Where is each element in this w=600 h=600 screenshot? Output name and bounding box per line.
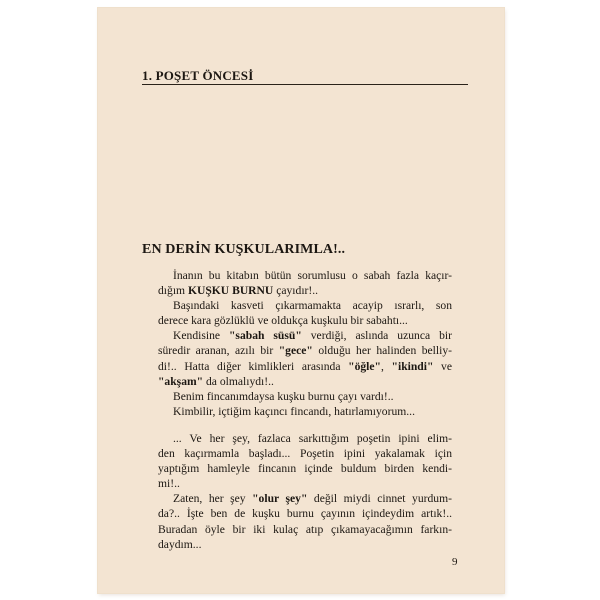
text-line (158, 506, 452, 521)
text-run: Başındaki kasveti çıkarmamakta acayip ısrarlı, son (173, 299, 452, 313)
text-run: ... Ve her şey, fazlaca sarkıttığım poşetin ipini elim- (173, 431, 452, 445)
text-line (158, 298, 452, 313)
book-page (98, 8, 504, 593)
bold-text: "gece" (278, 344, 313, 358)
text-run: dığım (158, 284, 188, 298)
paragraph (158, 268, 452, 298)
text-run: verdiği, aslında uzunca bir (301, 329, 452, 343)
text-line (158, 491, 452, 506)
paragraph (158, 431, 452, 491)
text-line (158, 476, 452, 491)
text-run: den kaçırmamla başladı... Poşetin ipini yakalamak için (158, 447, 452, 461)
text-line (158, 359, 452, 374)
text-line (158, 537, 452, 552)
bold-text: "akşam" (158, 374, 204, 388)
text-run: derece kara gözlüklü ve oldukça kuşkulu bir sabahtı... (158, 314, 408, 328)
text-line (158, 374, 452, 389)
text-run: İnanın bu kitabın bütün sorumlusu o sabah fazla kaçır- (173, 269, 452, 282)
paragraph (158, 328, 452, 388)
text-line (158, 446, 452, 461)
text-run: da?.. İşte ben de kuşku burnu çayının içindeydim artık!.. (158, 507, 452, 521)
bold-text: "olur şey" (252, 492, 308, 506)
text-line (158, 461, 452, 476)
text-run: olduğu her halinden belliy- (312, 344, 452, 358)
text-line (158, 404, 452, 419)
text-run: Zaten, her şey (173, 492, 253, 506)
text-run: Benim fincanımdaysa kuşku burnu çayı vardı!.. (173, 389, 394, 403)
text-run: değil miydi cinnet yurdum- (307, 492, 452, 506)
text-run: , (380, 359, 392, 373)
text-line (158, 328, 452, 343)
text-run: ve (433, 359, 453, 373)
text-run: Buradan öyle bir iki kulaç atıp çıkamayacağımın farkın- (158, 522, 452, 536)
text-run: da olmalıydı!.. (203, 374, 274, 388)
text-run: çayıdır!.. (273, 284, 319, 298)
bold-text: KUŞKU BURNU (187, 284, 274, 298)
paragraph (158, 298, 452, 328)
text-run: süredir aranan, azılı bir (158, 344, 279, 358)
bold-text: "öğle" (348, 359, 381, 373)
section-title: EN DERİN KUŞKULARIMLA!.. (142, 242, 346, 257)
text-run: yaptığım hamleyle fincanın içinde buldum birden kendi- (158, 462, 452, 476)
chapter-title: 1. POŞET ÖNCESİ (142, 68, 254, 83)
text-line (158, 389, 452, 404)
paragraph (158, 389, 452, 404)
text-run: Kimbilir, içtiğim kaçıncı fincandı, hatırlamıyorum... (173, 404, 415, 418)
paragraph (158, 491, 452, 551)
text-run: Kendisine (173, 329, 229, 343)
paragraph-gap (158, 419, 452, 431)
text-line (158, 522, 452, 537)
page-number: 9 (452, 556, 458, 568)
text-line (158, 268, 452, 283)
text-run: di!.. Hatta diğer kimlikleri arasında (158, 359, 349, 373)
text-run: daydım... (158, 537, 202, 551)
bold-text: "ikindi" (391, 359, 434, 373)
text-line (158, 431, 452, 446)
body-text (158, 268, 452, 552)
text-line (158, 313, 452, 328)
text-line (158, 283, 452, 298)
bold-text: "sabah süsü" (229, 329, 302, 343)
text-run: mi!.. (158, 477, 180, 491)
paragraph (158, 404, 452, 419)
chapter-title-underline (142, 84, 468, 85)
text-line (158, 343, 452, 358)
